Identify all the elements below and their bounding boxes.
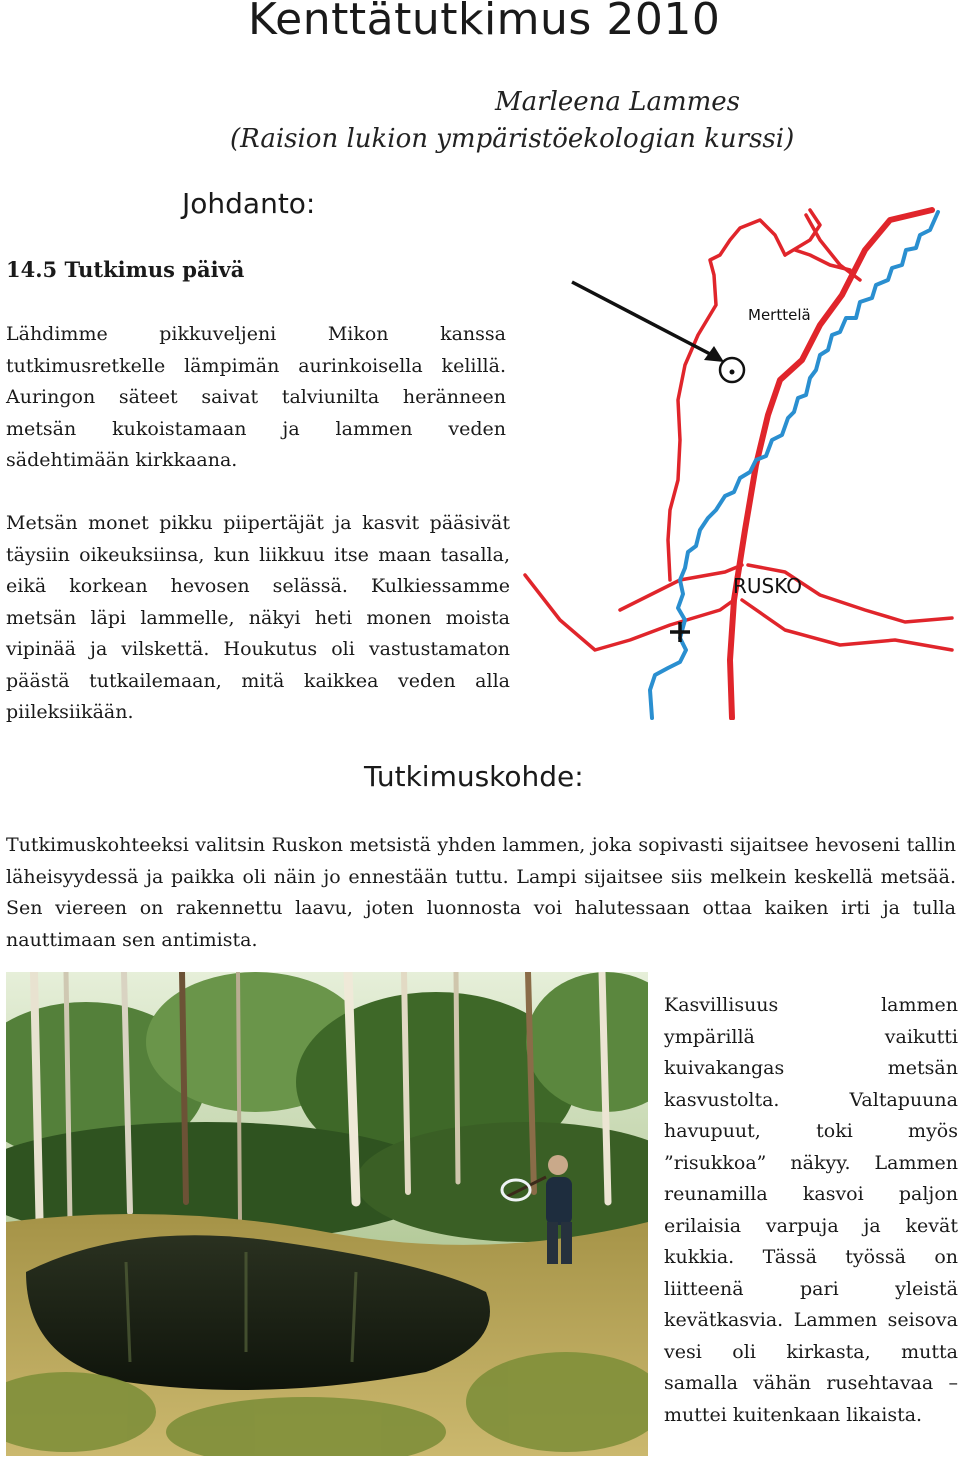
roads [525,210,952,718]
pond-photo [6,972,648,1456]
intro-paragraph-2: Metsän monet pikku piipertäjät ja kasvit pääsivät täysiin oikeuksiinsa, kun liikkuu itse maan tasalla, eikä korkean hevosen selässä. Kulkiessamme metsän läpi lammelle, näkyi heti monen moista vipinää ja vilskettä. Houkutus oli vastustamaton päästä tutkailemaan, mitä kaikkea veden alla piileksiikään. [6,512,510,723]
intro-paragraph-1: Lähdimme pikkuveljeni Mikon kanssa tutkimusretkelle lämpimän aurinkoisella kelillä. Auringon säteet saivat talviunilta heränneen metsän kukoistamaan ja lammen veden sädehtimään kirkkaana. [6,323,506,471]
vegetation-paragraph: Kasvillisuus lammen ympärillä vaikutti kuivakangas metsän kasvustolta. Valtapuuna havupuut, toki myös ”risukkoa” näkyy. Lammen reunamilla kasvoi paljon erilaisia varpuja ja kevät kukkia. Tässä työssä on liitteenä pari yleistä kevätkasvia. Lammen seisova vesi oli kirkasta, mutta samalla vähän rusehtavaa – muttei kuitenkaan likaista. [664,994,958,1426]
map-label-merttela: Merttelä [748,306,811,324]
target-heading: Tutkimuskohde: [364,760,584,793]
river [650,212,938,718]
author-name: Marleena Lammes [495,87,740,117]
intro-heading: Johdanto: [182,187,316,220]
map-label-rusko: RUSKO [733,574,802,598]
target-paragraph: Tutkimuskohteeksi valitsin Ruskon metsistä yhden lammen, joka sopivasti sijaitsee hevoseni tallin läheisyydessä ja paikka oli näin jo ennestään tuttu. Lampi sijaitsee siis melkein keskellä metsää. Sen viereen on rakennettu laavu, joten luonnosta voi halutessaan ottaa kaiken irti ja tulla nauttimaan sen antimista. [6,834,956,951]
location-map [520,200,960,720]
author-affiliation: (Raision lukion ympäristöekologian kurssi) [230,124,795,154]
arrow-icon [572,282,712,355]
page-title: Kenttätutkimus 2010 [248,0,721,45]
location-circle-icon [720,358,744,382]
author-block [230,84,795,158]
day-heading: 14.5 Tutkimus päivä [6,257,245,282]
